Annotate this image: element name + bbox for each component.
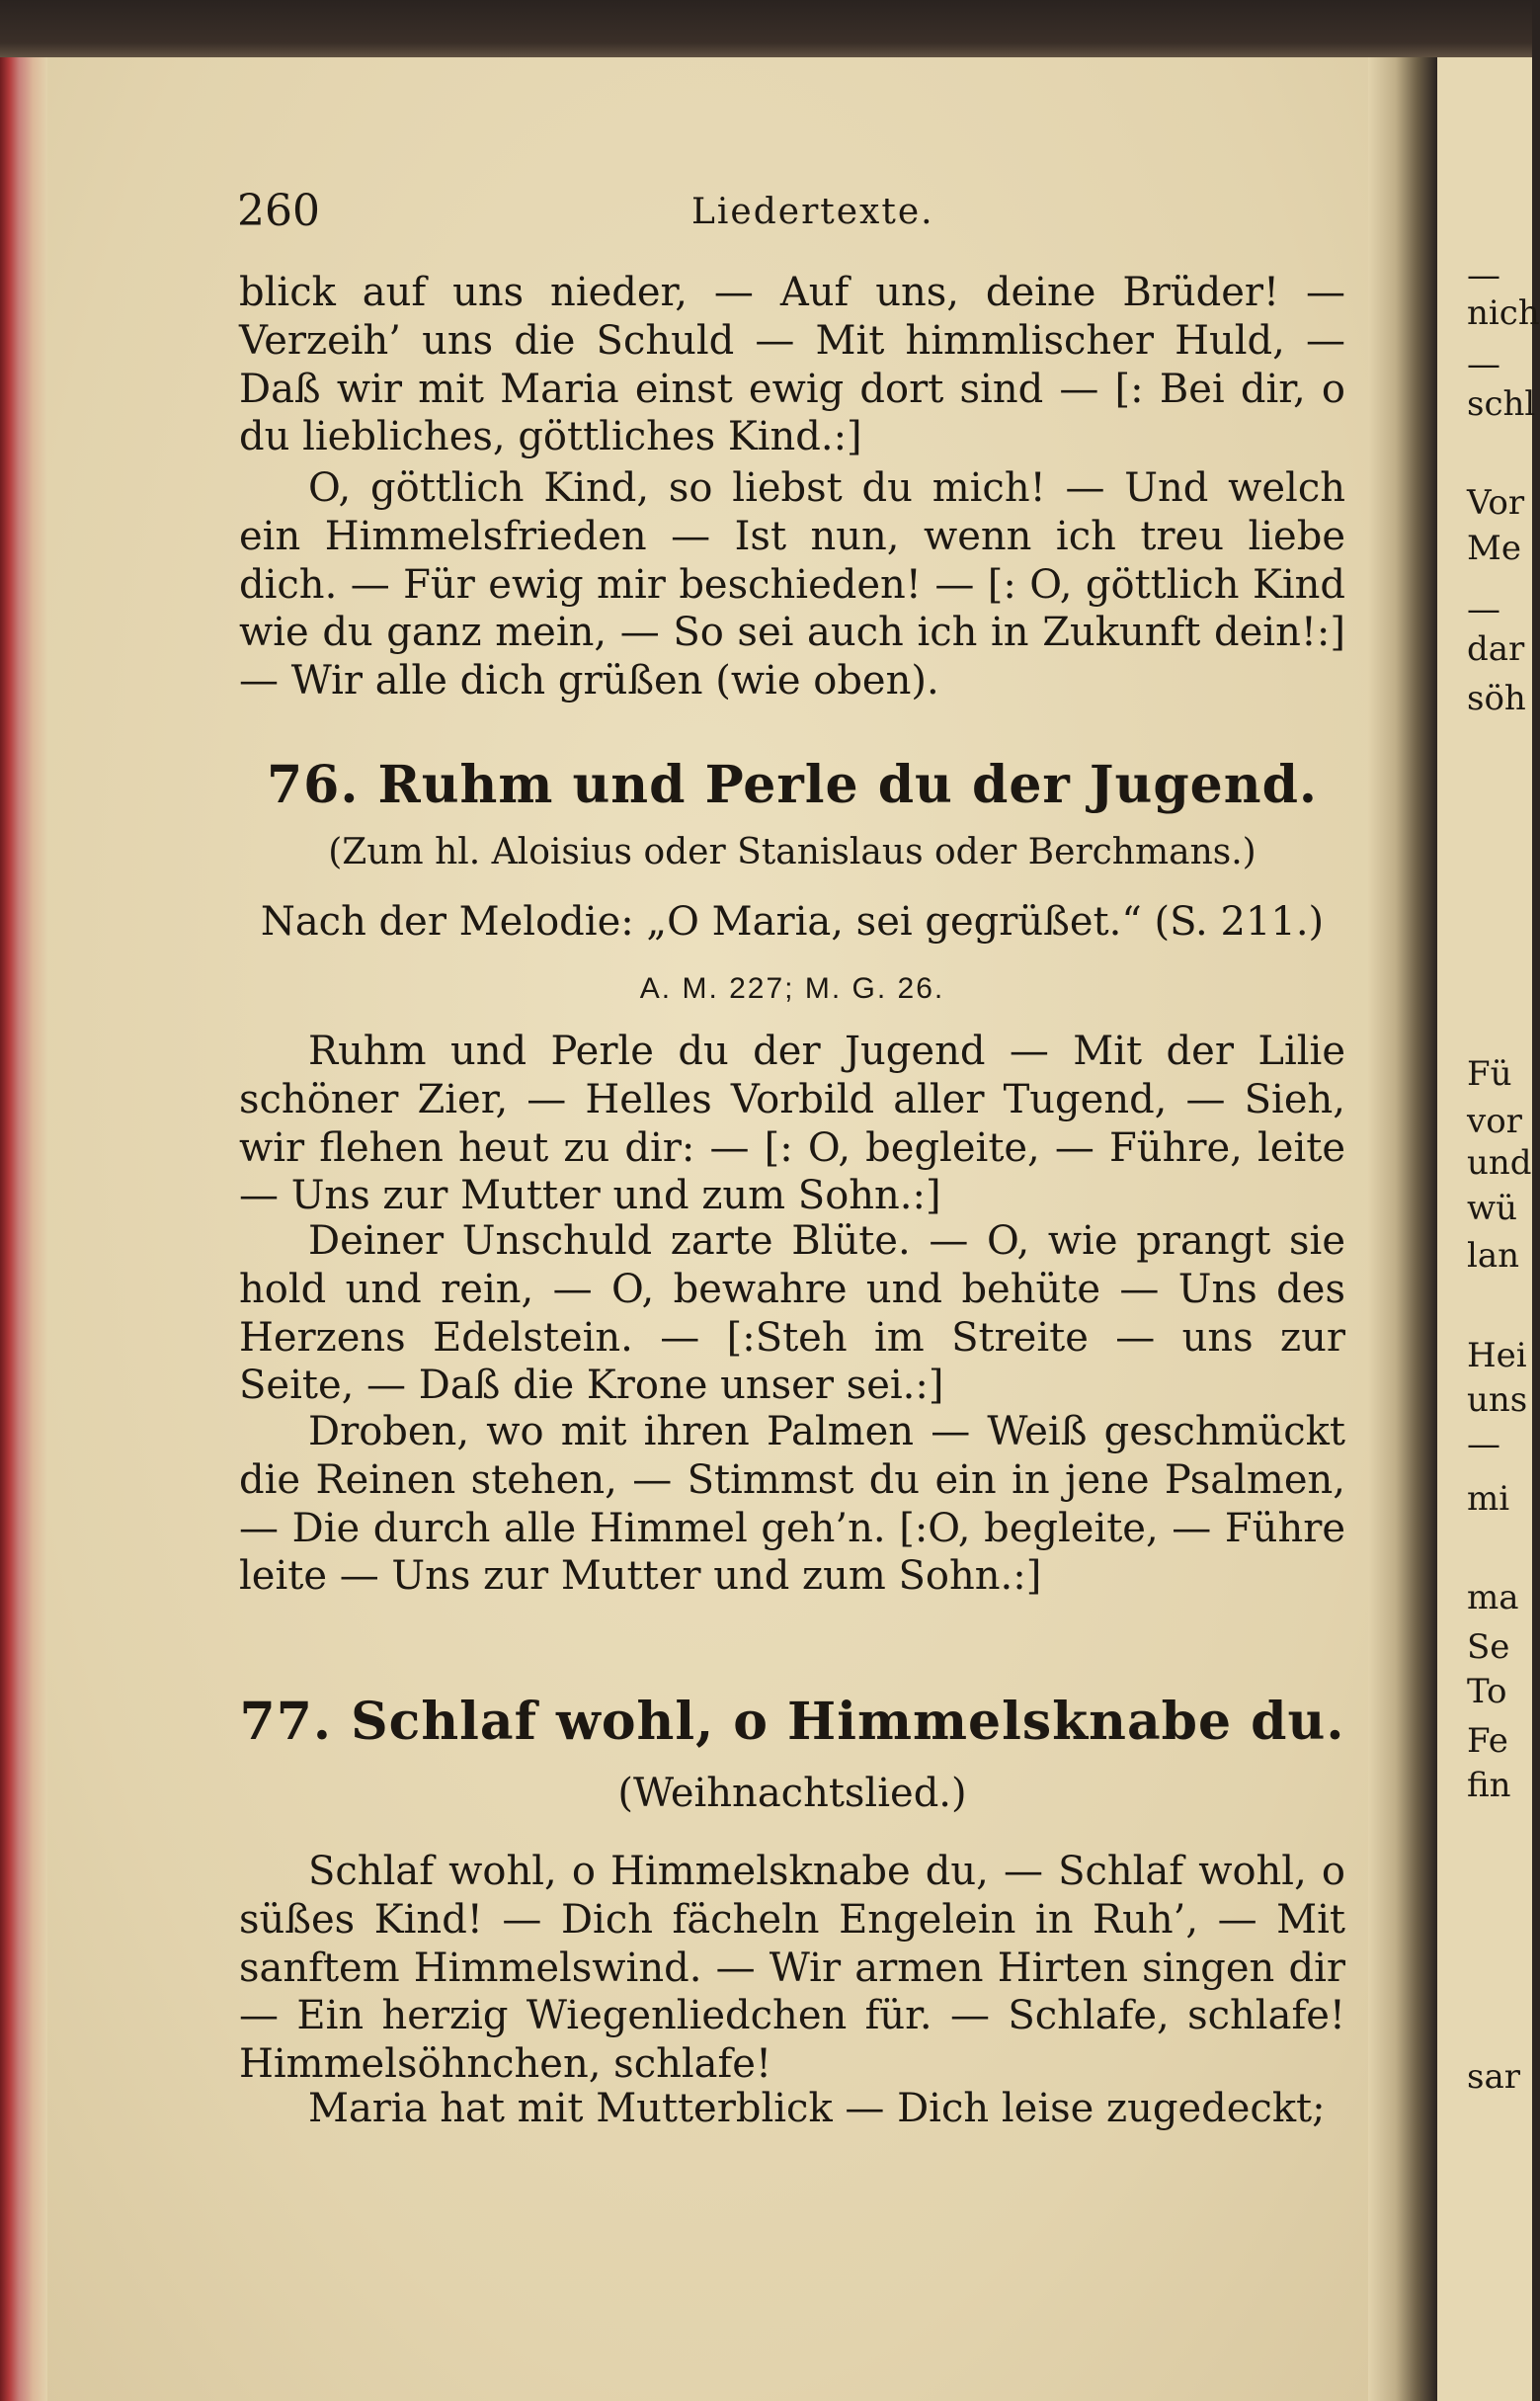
right-page-fragment: wü <box>1467 1189 1517 1228</box>
right-page-fragment: — <box>1467 1425 1500 1464</box>
right-page-fragment: To <box>1467 1672 1507 1711</box>
page-edge-red <box>0 57 47 2401</box>
right-page-fragment: — <box>1467 256 1500 295</box>
right-page-fragment: nich <box>1467 293 1540 333</box>
right-page-fragment: schl <box>1467 384 1536 424</box>
song-76-subtitle: (Zum hl. Aloisius oder Stanislaus oder Berchmans.) <box>328 832 1256 872</box>
song-76-verse-2: Deiner Unschuld zarte Blüte. — O, wie prangt sie hold und rein, — O, bewahre und behüte — Uns des Herzens Edelstein. — [:Steh im Streite — uns zur Seite, — Daß die Krone unser sei.:] <box>239 1218 1345 1409</box>
right-page-fragment: uns <box>1467 1380 1528 1420</box>
song-76-reference: A. M. 227; M. G. 26. <box>639 972 945 1005</box>
song-76-melody: Nach der Melodie: „O Maria, sei gegrüßet.“ (S. 211.) <box>260 899 1325 945</box>
right-page-fragment: mi <box>1467 1479 1510 1519</box>
song-76-title: 76. Ruhm und Perle du der Jugend. <box>266 755 1319 815</box>
song-77-verse-2: Maria hat mit Mutterblick — Dich leise zugedeckt; <box>308 2086 1326 2131</box>
song-76-verse-3: Droben, wo mit ihren Palmen — Weiß geschmückt die Reinen stehen, — Stimmst du ein in jene Psalmen, — Die durch alle Himmel geh’n. [:O, begleite, — Führe leite — Uns zur Mutter und zum Sohn.:] <box>239 1409 1345 1600</box>
right-page-fragment: — <box>1467 590 1500 629</box>
right-page-fragment: — <box>1467 345 1500 384</box>
right-page-fragment: ma <box>1467 1578 1519 1617</box>
verse-stanza: O, göttlich Kind, so liebst du mich! — Und welch ein Himmelsfrieden — Ist nun, wenn ich treu liebe dich. — Für ewig mir beschieden! — [: O, göttlich Kind wie du ganz mein, — So sei auch ich in Zukunft dein!:] — Wir alle dich grüßen (wie oben). <box>239 465 1345 704</box>
right-page-fragment: Hei <box>1467 1336 1527 1375</box>
song-76-verse-1: Ruhm und Perle du der Jugend — Mit der Lilie schöner Zier, — Helles Vorbild aller Tugend, — Sieh, wir flehen heut zu dir: — [: O, begleite, — Führe, leite — Uns zur Mutter und zum Sohn.:] <box>239 1029 1345 1219</box>
page-number: 260 <box>237 186 320 236</box>
right-page-fragment: fin <box>1467 1766 1511 1805</box>
verse-continuation: blick auf uns nieder, — Auf uns, deine Brüder! — Verzeih’ uns die Schuld — Mit himmlischer Huld, — Daß wir mit Maria einst ewig dort sind — [: Bei dir, o du liebliches, göttliches Kind.:] <box>239 270 1345 460</box>
right-page-fragment: lan <box>1467 1236 1520 1276</box>
right-page-fragment: Vor <box>1467 483 1525 523</box>
right-page-fragment: und <box>1467 1143 1532 1183</box>
right-page-fragment: söh <box>1467 679 1526 718</box>
right-page-fragment: dar <box>1467 629 1525 669</box>
right-page-fragment: Fe <box>1467 1721 1508 1761</box>
right-page-fragment: sar <box>1467 2057 1520 2097</box>
song-77-verse-1: Schlaf wohl, o Himmelsknabe du, — Schlaf wohl, o süßes Kind! — Dich fächeln Engelein in Ruh’, — Mit sanftem Himmelswind. — Wir armen Hirten singen dir — Ein herzig Wiegenliedchen für. — Schlafe, schlafe! Himmelsöhnchen, schlafe! <box>239 1849 1345 2088</box>
right-page-fragment: vor <box>1467 1102 1522 1141</box>
book-gutter <box>1368 57 1437 2401</box>
song-77-subtitle: (Weihnachtslied.) <box>617 1771 967 1816</box>
right-page-fragment: Fü <box>1467 1054 1512 1094</box>
scan-top-band <box>0 0 1532 61</box>
right-page-fragment: Me <box>1467 529 1521 568</box>
song-77-title: 77. Schlaf wohl, o Himmelsknabe du. <box>239 1692 1345 1752</box>
running-head: Liedertexte. <box>691 192 934 232</box>
right-page-fragment: Se <box>1467 1627 1510 1667</box>
